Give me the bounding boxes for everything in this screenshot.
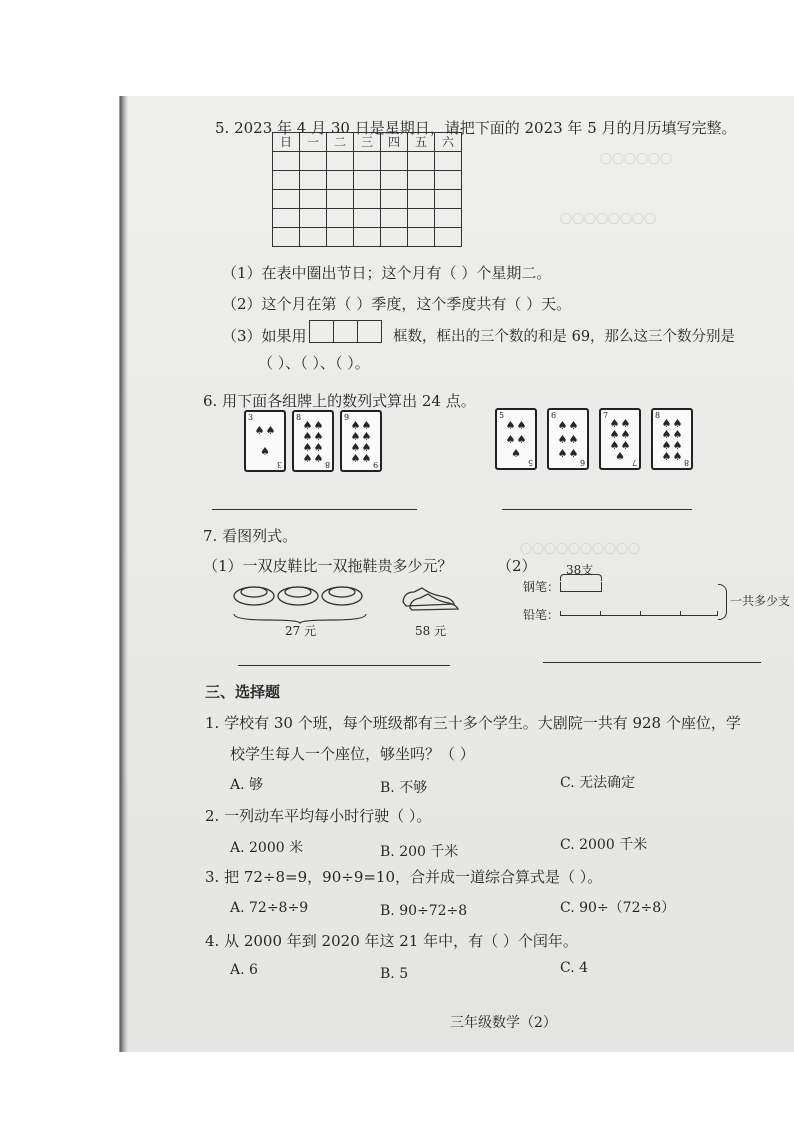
calendar-header-cell: 六	[435, 133, 462, 152]
calendar-header-cell: 日	[273, 133, 300, 152]
playing-card: 3 3 ♠ ♠ ♠	[244, 410, 286, 472]
calendar-cell[interactable]	[381, 209, 408, 228]
calendar-header-cell: 五	[408, 133, 435, 152]
calendar-cell[interactable]	[300, 190, 327, 209]
calendar-cell[interactable]	[300, 152, 327, 171]
q7-text: 7. 看图列式。	[203, 527, 298, 545]
calendar-cell[interactable]	[354, 228, 381, 247]
total-label: 一共多少支	[730, 594, 791, 608]
calendar-header-cell: 二	[327, 133, 354, 152]
q5-sub3c: （ ）、（ ）、（ ）。	[258, 354, 370, 372]
q3-option-c[interactable]: C. 90÷（72÷8）	[560, 900, 676, 916]
calendar-cell[interactable]	[273, 190, 300, 209]
answer-line[interactable]	[502, 509, 692, 510]
q2-option-c[interactable]: C. 2000 千米	[560, 837, 648, 853]
q3-text: 3. 把 72÷8=9，90÷9=10，合并成一道综合算式是（ ）。	[205, 868, 603, 886]
calendar-cell[interactable]	[273, 209, 300, 228]
section3-title: 三、选择题	[205, 683, 281, 701]
calendar-header-cell: 四	[381, 133, 408, 152]
q2-option-a[interactable]: A. 2000 米	[230, 840, 304, 856]
calendar-cell[interactable]	[327, 190, 354, 209]
calendar-cell[interactable]	[408, 209, 435, 228]
answer-line[interactable]	[212, 509, 417, 510]
calendar-cell[interactable]	[435, 152, 462, 171]
calendar-table	[272, 132, 462, 247]
q1-option-b[interactable]: B. 不够	[380, 780, 428, 796]
calendar-cell[interactable]	[381, 190, 408, 209]
q7-sub1: （1）一双皮鞋比一双拖鞋贵多少元？	[203, 557, 453, 575]
pen-bracket	[560, 574, 602, 581]
pencil-tick	[560, 611, 561, 615]
q5-sub2: （2）这个月在第（ ）季度，这个季度共有（ ）天。	[222, 295, 572, 313]
slippers-icon	[232, 580, 372, 612]
calendar-cell[interactable]	[408, 190, 435, 209]
calendar-cell[interactable]	[381, 171, 408, 190]
page-footer: 三年级数学（2）	[450, 1015, 557, 1031]
calendar-cell[interactable]	[327, 228, 354, 247]
total-brace	[718, 584, 727, 620]
q4-option-a[interactable]: A. 6	[230, 962, 258, 978]
calendar-cell[interactable]	[435, 171, 462, 190]
slipper-price: 27 元	[285, 624, 317, 638]
q1-option-a[interactable]: A. 够	[230, 777, 264, 793]
q4-text: 4. 从 2000 年到 2020 年这 21 年中，有（ ）个闰年。	[205, 932, 578, 950]
spade-icon: ♠ ♠ ♠ ♠ ♠ ♠ ♠ ♠	[302, 419, 324, 465]
bleed-through-text: 〇〇〇〇〇〇〇〇〇〇	[520, 542, 641, 556]
calendar-cell[interactable]	[300, 209, 327, 228]
spade-icon: ♠ ♠ ♠ ♠ ♠ ♠ ♠ ♠	[661, 417, 683, 463]
playing-card: 9 9 ♠ ♠ ♠ ♠ ♠ ♠ ♠ ♠	[340, 410, 382, 472]
calendar-header-cell: 一	[300, 133, 327, 152]
calendar-cell[interactable]	[273, 152, 300, 171]
pencil-tick	[680, 611, 681, 615]
calendar-cell[interactable]	[273, 171, 300, 190]
q4-option-c[interactable]: C. 4	[560, 960, 589, 976]
spade-icon: ♠ ♠ ♠ ♠ ♠	[505, 418, 527, 460]
calendar-cell[interactable]	[327, 152, 354, 171]
pen-bar	[560, 582, 602, 592]
calendar-cell[interactable]	[327, 171, 354, 190]
shoe-price: 58 元	[415, 624, 447, 638]
pen-count: 38支	[566, 563, 594, 577]
calendar-cell[interactable]	[327, 209, 354, 228]
calendar-cell[interactable]	[435, 228, 462, 247]
q5-sub1: （1）在表中圈出节日；这个月有（ ）个星期二。	[222, 264, 552, 282]
q4-option-b[interactable]: B. 5	[380, 966, 409, 982]
pen-label: 钢笔：	[523, 580, 560, 594]
pencil-label: 铅笔：	[523, 608, 560, 622]
calendar-header-cell: 三	[354, 133, 381, 152]
q1-text-line2: 校学生每人一个座位，够坐吗？（ ）	[230, 745, 475, 763]
q5-sub3a: （3）如果用	[222, 327, 307, 345]
answer-line[interactable]	[238, 665, 450, 666]
calendar-cell[interactable]	[354, 190, 381, 209]
q5-sub3b: 框数，框出的三个数的和是 69，那么这三个数分别是	[393, 329, 736, 345]
calendar-cell[interactable]	[408, 228, 435, 247]
pencil-bar	[560, 615, 718, 616]
playing-card: 7 7 ♠ ♠ ♠ ♠ ♠ ♠ ♠	[599, 408, 641, 470]
calendar-cell[interactable]	[435, 190, 462, 209]
calendar-cell[interactable]	[300, 171, 327, 190]
spade-icon: ♠ ♠ ♠ ♠ ♠ ♠ ♠ ♠	[350, 419, 372, 465]
playing-card: 5 5 ♠ ♠ ♠ ♠ ♠	[495, 408, 537, 470]
spade-icon: ♠ ♠ ♠	[254, 424, 276, 458]
bleed-through-text: 〇〇〇〇〇〇	[600, 152, 673, 166]
q2-option-b[interactable]: B. 200 千米	[380, 844, 459, 860]
calendar-cell[interactable]	[381, 228, 408, 247]
spade-icon: ♠ ♠ ♠ ♠ ♠ ♠ ♠	[609, 417, 631, 463]
q6-text: 6. 用下面各组牌上的数列式算出 24 点。	[203, 392, 476, 410]
spade-icon: ♠ ♠ ♠ ♠ ♠ ♠	[557, 418, 579, 460]
calendar-cell[interactable]	[354, 171, 381, 190]
pencil-tick	[640, 611, 641, 615]
q7-sub2: （2）	[497, 557, 537, 575]
calendar-cell[interactable]	[300, 228, 327, 247]
leather-shoes-icon	[400, 580, 460, 612]
three-box-frame	[309, 320, 381, 343]
answer-line[interactable]	[543, 662, 761, 663]
calendar-cell[interactable]	[381, 152, 408, 171]
playing-card: 8 8 ♠ ♠ ♠ ♠ ♠ ♠ ♠ ♠	[651, 408, 693, 470]
q5-text: 5. 2023 年 4 月 30 日是星期日，请把下面的 2023 年 5 月的月历填写完整。	[215, 119, 737, 137]
pencil-tick	[600, 611, 601, 615]
calendar-cell[interactable]	[273, 228, 300, 247]
calendar-cell[interactable]	[408, 152, 435, 171]
playing-card: 8 8 ♠ ♠ ♠ ♠ ♠ ♠ ♠ ♠	[292, 410, 334, 472]
q1-option-c[interactable]: C. 无法确定	[560, 775, 636, 791]
q3-option-a[interactable]: A. 72÷8÷9	[230, 900, 309, 916]
q3-option-b[interactable]: B. 90÷72÷8	[380, 903, 468, 919]
q1-text-line1: 1. 学校有 30 个班，每个班级都有三十多个学生。大剧院一共有 928 个座位，学	[205, 714, 741, 732]
q2-text: 2. 一列动车平均每小时行驶（ ）。	[205, 807, 432, 825]
calendar-cell[interactable]	[354, 152, 381, 171]
calendar-cell[interactable]	[435, 209, 462, 228]
playing-card: 6 6 ♠ ♠ ♠ ♠ ♠ ♠	[547, 408, 589, 470]
bleed-through-text: 〇〇〇〇〇〇〇〇	[560, 212, 657, 226]
calendar-cell[interactable]	[354, 209, 381, 228]
calendar-cell[interactable]	[408, 171, 435, 190]
